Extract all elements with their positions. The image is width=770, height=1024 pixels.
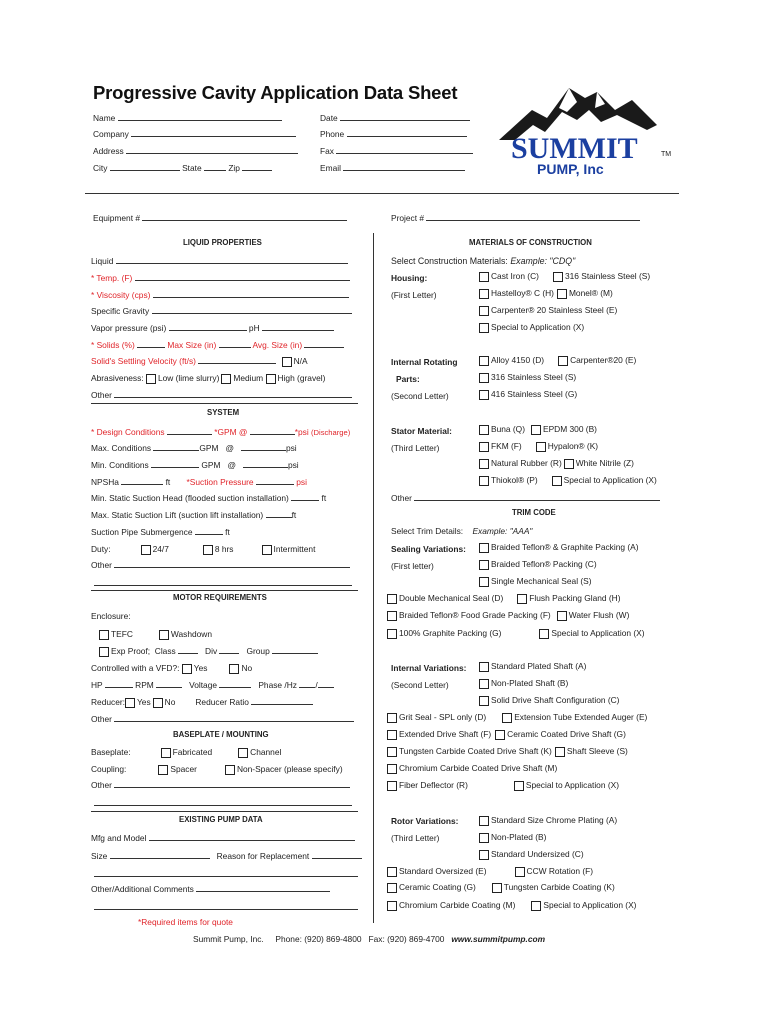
flush-gland-checkbox[interactable] [517, 594, 527, 604]
liquid-other-field[interactable]: Other [91, 390, 352, 400]
thiokol-checkbox[interactable] [479, 476, 489, 486]
fkm-checkbox[interactable] [479, 442, 489, 452]
size-reason-field[interactable]: Size Reason for Replacement [91, 851, 362, 861]
email-field[interactable]: Email [320, 163, 465, 173]
hp-row[interactable]: HP RPM Voltage Phase /Hz / [91, 680, 334, 690]
extended-shaft-option[interactable]: Extended Drive Shaft (F) Ceramic Coated Drive Shaft (G) [387, 729, 626, 740]
viscosity-field[interactable]: * Viscosity (cps) [91, 290, 349, 300]
single-seal-checkbox[interactable] [479, 577, 489, 587]
parts-label: Parts: [396, 374, 420, 384]
header-divider [85, 193, 679, 194]
spacer-checkbox[interactable] [158, 765, 168, 775]
natural-rubber-checkbox[interactable] [479, 459, 489, 469]
graphite-packing-checkbox[interactable] [479, 543, 489, 553]
solid-drive-checkbox[interactable] [479, 696, 489, 706]
graphite-100-option[interactable]: 100% Graphite Packing (G) Special to Application (X) [387, 628, 645, 639]
shaft-sleeve-checkbox[interactable] [555, 747, 565, 757]
epdm-checkbox[interactable] [531, 425, 541, 435]
undersized-checkbox[interactable] [479, 850, 489, 860]
sealing-first-letter: (First letter) [391, 561, 434, 571]
graphite-packing-option[interactable]: Braided Teflon® & Graphite Packing (A) [479, 542, 639, 553]
solids-field[interactable]: * Solids (%) Max Size (in) Avg. Size (in) [91, 340, 344, 350]
extended-shaft-checkbox[interactable] [387, 730, 397, 740]
internal-rotating-label: Internal Rotating [391, 357, 458, 367]
oversized-checkbox[interactable] [387, 867, 397, 877]
baseplate-row: Baseplate: Fabricated Channel [91, 747, 282, 757]
thiokol-option[interactable]: Thiokol® (P) Special to Application (X) [479, 475, 657, 486]
coupling-row: Coupling: Spacer Non-Spacer (please specify) [91, 764, 343, 774]
name-field[interactable]: Name [93, 113, 282, 123]
fax-field[interactable]: Fax [320, 146, 473, 156]
internal-second-letter: (Second Letter) [391, 680, 449, 690]
required-note: *Required items for quote [138, 917, 233, 927]
exp-proof-row[interactable]: Exp Proof; Class Div Group [99, 646, 318, 657]
ceramic-coating-option[interactable]: Ceramic Coating (G) Tungsten Carbide Coating (K) [387, 882, 615, 893]
exp-proof-checkbox[interactable] [99, 647, 109, 657]
sealing-label: Sealing Variations: [391, 544, 466, 554]
chromium-shaft-option[interactable]: Chromium Carbide Coated Drive Shaft (M) [387, 763, 557, 774]
sg-field[interactable]: Specific Gravity [91, 306, 352, 316]
fabricated-checkbox[interactable] [161, 748, 171, 758]
trim-select-row: Select Trim Details: Example: "AAA" [391, 526, 533, 536]
cast-iron-option[interactable]: Cast Iron (C) 316 Stainless Steel (S) [479, 271, 650, 282]
motor-other-field[interactable]: Other [91, 714, 354, 724]
phone-field[interactable]: Phone [320, 129, 467, 139]
hastelloy-checkbox[interactable] [479, 289, 489, 299]
buna-option[interactable]: Buna (Q) EPDM 300 (B) [479, 424, 597, 435]
rotor-special-checkbox[interactable] [531, 901, 541, 911]
duty-intermittent-checkbox[interactable] [262, 545, 272, 555]
stator-third-letter: (Third Letter) [391, 443, 440, 453]
base-other-field[interactable]: Other [91, 780, 350, 790]
city-state-zip-field[interactable]: City State Zip [93, 163, 272, 173]
base-blank-line[interactable] [94, 805, 352, 806]
max-conditions-field[interactable]: Max. Conditions GPM @ psi [91, 443, 297, 453]
natural-rubber-option[interactable]: Natural Rubber (R) White Nitrile (Z) [479, 458, 634, 469]
chromium-coating-option[interactable]: Chromium Carbide Coating (M) Special to Application (X) [387, 900, 636, 911]
summit-logo [497, 70, 687, 182]
fkm-option[interactable]: FKM (F) Hypalon® (K) [479, 441, 598, 452]
reducer-row: Reducer: Yes No Reducer Ratio [91, 697, 313, 708]
logo-tm: TM [661, 151, 672, 158]
ccw-rotation-checkbox[interactable] [515, 867, 525, 877]
system-rule [91, 403, 358, 404]
enclosure-label: Enclosure: [91, 611, 131, 621]
page-title: Progressive Cavity Application Data Sheet [93, 82, 458, 103]
internal-special-checkbox[interactable] [514, 781, 524, 791]
tungsten-shaft-option[interactable]: Tungsten Carbide Coated Drive Shaft (K) Shaft Sleeve (S) [387, 746, 628, 757]
abrasiveness-row: Abrasiveness: Low (lime slurry) Medium High (gravel) [91, 373, 326, 383]
logo-summit-text: SUMMIT [511, 132, 638, 165]
plated-shaft-checkbox[interactable] [479, 662, 489, 672]
reducer-no-checkbox[interactable] [153, 698, 163, 708]
na-checkbox[interactable] [282, 357, 292, 367]
date-field[interactable]: Date [320, 113, 470, 123]
settling-field[interactable]: Solid's Settling Velocity (ft/s) N/A [91, 356, 308, 366]
existing-blank-line-2[interactable] [94, 909, 358, 910]
stator-label: Stator Material: [391, 426, 452, 436]
ss416-checkbox[interactable] [479, 390, 489, 400]
materials-other-field[interactable]: Other [391, 493, 660, 503]
reducer-yes-checkbox[interactable] [125, 698, 135, 708]
system-blank-line[interactable] [94, 585, 352, 586]
non-plated-shaft-option[interactable]: Non-Plated Shaft (B) [479, 678, 568, 689]
carpenter20-checkbox[interactable] [558, 356, 568, 366]
chrome-plating-checkbox[interactable] [479, 816, 489, 826]
medium-checkbox[interactable] [221, 374, 231, 384]
system-heading: SYSTEM [207, 408, 240, 417]
temp-field[interactable]: * Temp. (F) [91, 273, 350, 283]
ss416-option[interactable]: 416 Stainless Steel (G) [479, 389, 577, 400]
housing-special-checkbox[interactable] [479, 323, 489, 333]
grit-seal-option[interactable]: Grit Seal - SPL only (D) Extension Tube Extended Auger (E) [387, 712, 647, 723]
fiber-deflector-checkbox[interactable] [387, 781, 397, 791]
footer-phone: Phone: (920) 869-4800 [275, 934, 362, 944]
carpenter-option[interactable]: Carpenter® 20 Stainless Steel (E) [479, 305, 617, 316]
extension-tube-checkbox[interactable] [502, 713, 512, 723]
vfd-yes-checkbox[interactable] [182, 664, 192, 674]
solid-drive-option[interactable]: Solid Drive Shaft Configuration (C) [479, 695, 619, 706]
existing-rule [91, 811, 358, 812]
fiber-deflector-option[interactable]: Fiber Deflector (R) Special to Application (X) [387, 780, 619, 791]
monel-checkbox[interactable] [557, 289, 567, 299]
parts-second-letter: (Second Letter) [391, 391, 449, 401]
hastelloy-option[interactable]: Hastelloy® C (H) Monel® (M) [479, 288, 613, 299]
motor-heading: MOTOR REQUIREMENTS [173, 593, 267, 602]
trim-heading: TRIM CODE [512, 508, 556, 517]
min-conditions-field[interactable]: Min. Conditions GPM @ psi [91, 460, 299, 470]
undersized-option[interactable]: Standard Undersized (C) [479, 849, 584, 860]
min-suction-head-field[interactable]: Min. Static Suction Head (flooded suction installation) ft [91, 493, 327, 503]
enclosure-row: TEFC Washdown [99, 629, 212, 640]
hypalon-checkbox[interactable] [536, 442, 546, 452]
equipment-field[interactable]: Equipment # [93, 213, 347, 223]
low-checkbox[interactable] [146, 374, 156, 384]
braided-teflon-checkbox[interactable] [479, 560, 489, 570]
npsha-field[interactable]: NPSHa ft *Suction Pressure psi [91, 477, 307, 487]
vfd-row: Controlled with a VFD?: Yes No [91, 663, 253, 673]
rotor-non-plated-option[interactable]: Non-Plated (B) [479, 832, 546, 843]
duty-row: Duty: 24/7 8 hrs Intermittent [91, 544, 316, 554]
food-grade-checkbox[interactable] [387, 611, 397, 621]
column-divider [373, 233, 374, 923]
design-conditions-field[interactable]: * Design Conditions *GPM @ *psi (Discharge) [91, 427, 351, 437]
vapor-field[interactable]: Vapor pressure (psi) pH [91, 323, 334, 333]
duty-8hrs-checkbox[interactable] [203, 545, 213, 555]
materials-select-row: Select Construction Materials: Example: "CDQ" [391, 256, 576, 266]
mfg-field[interactable]: Mfg and Model [91, 833, 355, 843]
submergence-field[interactable]: Suction Pipe Submergence ft [91, 527, 230, 537]
duty-247-checkbox[interactable] [141, 545, 151, 555]
plated-shaft-option[interactable]: Standard Plated Shaft (A) [479, 661, 586, 672]
motor-rule [91, 590, 358, 591]
food-grade-option[interactable]: Braided Teflon® Food Grade Packing (F) Water Flush (W) [387, 610, 629, 621]
washdown-checkbox[interactable] [159, 630, 169, 640]
high-checkbox[interactable] [266, 374, 276, 384]
tungsten-coating-checkbox[interactable] [492, 883, 502, 893]
vfd-no-checkbox[interactable] [229, 664, 239, 674]
housing-label: Housing: [391, 273, 428, 283]
stator-special-checkbox[interactable] [552, 476, 562, 486]
ceramic-coating-checkbox[interactable] [387, 883, 397, 893]
ss316b-option[interactable]: 316 Stainless Steel (S) [479, 372, 576, 383]
double-seal-option[interactable]: Double Mechanical Seal (D) Flush Packing Gland (H) [387, 593, 621, 604]
max-suction-lift-field[interactable]: Max. Static Suction Lift (suction lift installation) ft [91, 510, 297, 520]
grit-seal-checkbox[interactable] [387, 713, 397, 723]
liquid-heading: LIQUID PROPERTIES [183, 238, 262, 247]
ceramic-shaft-checkbox[interactable] [495, 730, 505, 740]
liquid-field[interactable]: Liquid [91, 256, 348, 266]
oversized-option[interactable]: Standard Oversized (E) CCW Rotation (F) [387, 866, 593, 877]
non-spacer-checkbox[interactable] [225, 765, 235, 775]
baseplate-heading: BASEPLATE / MOUNTING [173, 730, 269, 739]
footer-company: Summit Pump, Inc. [193, 934, 264, 944]
address-field[interactable]: Address [93, 146, 298, 156]
channel-checkbox[interactable] [238, 748, 248, 758]
existing-blank-line-1[interactable] [94, 876, 358, 877]
project-field[interactable]: Project # [391, 213, 640, 223]
chrome-plating-option[interactable]: Standard Size Chrome Plating (A) [479, 815, 617, 826]
housing-first-letter: (First Letter) [391, 290, 437, 300]
ss316-checkbox[interactable] [553, 272, 563, 282]
footer [193, 934, 545, 944]
ss316b-checkbox[interactable] [479, 373, 489, 383]
tefc-checkbox[interactable] [99, 630, 109, 640]
seal-special-checkbox[interactable] [539, 629, 549, 639]
graphite-100-checkbox[interactable] [387, 629, 397, 639]
footer-fax: Fax: (920) 869-4700 [368, 934, 445, 944]
company-field[interactable]: Company [93, 129, 296, 139]
materials-heading: MATERIALS OF CONSTRUCTION [469, 238, 592, 247]
cast-iron-checkbox[interactable] [479, 272, 489, 282]
white-nitrile-checkbox[interactable] [564, 459, 574, 469]
water-flush-checkbox[interactable] [557, 611, 567, 621]
chromium-coating-checkbox[interactable] [387, 901, 397, 911]
tungsten-shaft-checkbox[interactable] [387, 747, 397, 757]
single-seal-option[interactable]: Single Mechanical Seal (S) [479, 576, 592, 587]
footer-web: www.summitpump.com [451, 934, 546, 944]
braided-teflon-option[interactable]: Braided Teflon® Packing (C) [479, 559, 597, 570]
alloy-checkbox[interactable] [479, 356, 489, 366]
rotor-third-letter: (Third Letter) [391, 833, 440, 843]
chromium-shaft-checkbox[interactable] [387, 764, 397, 774]
internal-variations-label: Internal Variations: [391, 663, 467, 673]
alloy-option[interactable]: Alloy 4150 (D) Carpenter®20 (E) [479, 355, 636, 366]
system-other-field[interactable]: Other [91, 560, 350, 570]
double-seal-checkbox[interactable] [387, 594, 397, 604]
buna-checkbox[interactable] [479, 425, 489, 435]
carpenter-checkbox[interactable] [479, 306, 489, 316]
logo-pump-text: PUMP, Inc [537, 161, 604, 177]
existing-heading: EXISTING PUMP DATA [179, 815, 263, 824]
rotor-variations-label: Rotor Variations: [391, 816, 459, 826]
housing-special-option[interactable]: Special to Application (X) [479, 322, 584, 333]
rotor-non-plated-checkbox[interactable] [479, 833, 489, 843]
non-plated-shaft-checkbox[interactable] [479, 679, 489, 689]
comments-field[interactable]: Other/Additional Comments [91, 884, 330, 894]
